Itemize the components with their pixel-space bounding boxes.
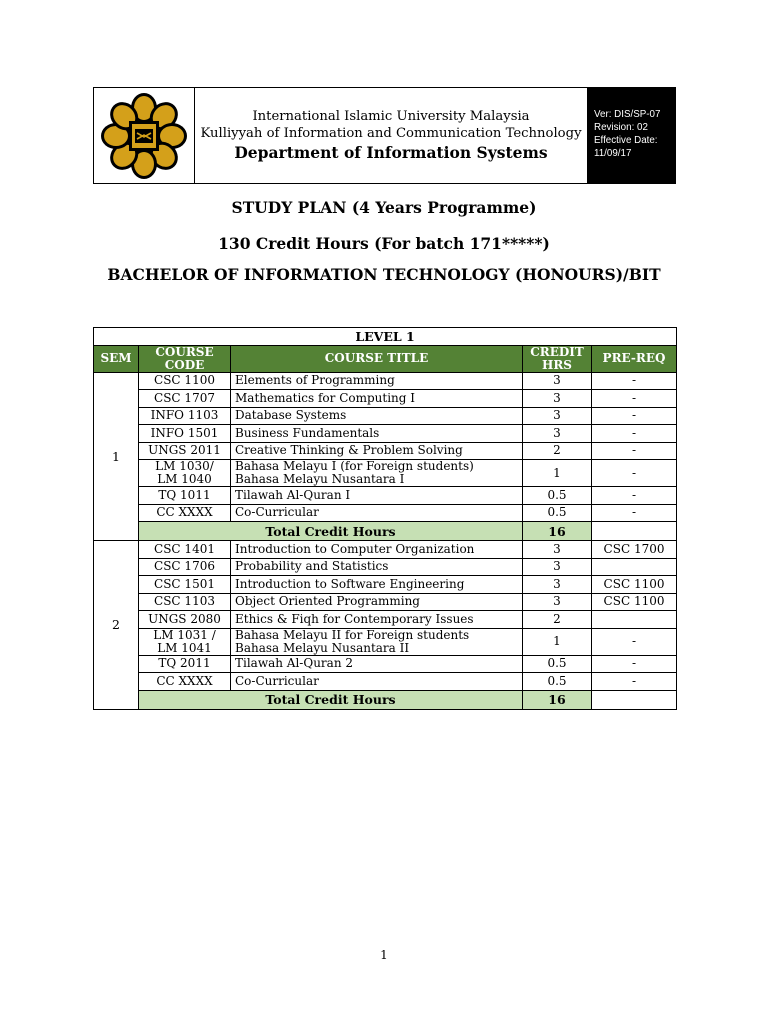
- revision-line: Revision: 02: [594, 122, 648, 133]
- col-credit-hrs: CREDIT HRS: [523, 345, 592, 372]
- course-code: TQ 2011: [139, 655, 231, 673]
- course-title: Business Fundamentals: [231, 425, 523, 443]
- pre-req: -: [592, 673, 677, 691]
- course-code: [139, 628, 231, 655]
- table-row: [94, 558, 677, 576]
- course-code: TQ 1011: [139, 487, 231, 505]
- pre-req: -: [592, 372, 677, 390]
- total-row: [94, 522, 677, 541]
- department-name: Department of Information Systems: [234, 142, 548, 162]
- course-code: CC XXXX: [139, 673, 231, 691]
- credit-hours: 0.5: [523, 673, 592, 691]
- credit-hours: 1: [523, 628, 592, 655]
- col-course-code: COURSE CODE: [139, 345, 231, 372]
- pre-req: -: [592, 460, 677, 487]
- semester-number: 2: [94, 541, 139, 710]
- course-title: Probability and Statistics: [231, 558, 523, 576]
- credit-hours: 3: [523, 593, 592, 611]
- total-value: 16: [523, 522, 592, 541]
- course-title: Creative Thinking & Problem Solving: [231, 442, 523, 460]
- course-title: Co-Curricular: [231, 673, 523, 691]
- course-title: Object Oriented Programming: [231, 593, 523, 611]
- credit-hours: 1: [523, 460, 592, 487]
- total-value: 16: [523, 690, 592, 709]
- course-title-line: Bahasa Melayu Nusantara II: [235, 640, 410, 655]
- table-row: [94, 593, 677, 611]
- version-info: [587, 88, 675, 183]
- table-row: [94, 576, 677, 594]
- table-row: [94, 673, 677, 691]
- version-line: Ver: DIS/SP-07: [594, 109, 661, 120]
- course-title: Database Systems: [231, 407, 523, 425]
- course-code-line: LM 1030/: [155, 459, 214, 473]
- table-row: [94, 487, 677, 505]
- semester-number: 1: [94, 372, 139, 541]
- course-code-line: LM 1031 /: [153, 627, 216, 642]
- total-row: [94, 690, 677, 709]
- table-row: [94, 372, 677, 390]
- pre-req: [592, 558, 677, 576]
- credit-hours: 3: [523, 541, 592, 559]
- credit-hours: 3: [523, 407, 592, 425]
- credit-hours: 3: [523, 558, 592, 576]
- course-title: Introduction to Computer Organization: [231, 541, 523, 559]
- total-empty: [592, 522, 677, 541]
- course-title: Tilawah Al-Quran 2: [231, 655, 523, 673]
- pre-req: CSC 1700: [592, 541, 677, 559]
- pre-req: -: [592, 407, 677, 425]
- table-row: [94, 628, 677, 655]
- course-title: Introduction to Software Engineering: [231, 576, 523, 594]
- course-title: Elements of Programming: [231, 372, 523, 390]
- level-heading: LEVEL 1: [94, 328, 677, 346]
- credit-hours: 0.5: [523, 655, 592, 673]
- pre-req: -: [592, 425, 677, 443]
- study-plan-title: STUDY PLAN (4 Years Programme): [231, 198, 537, 217]
- course-title: Tilawah Al-Quran I: [231, 487, 523, 505]
- credit-hours: 0.5: [523, 504, 592, 522]
- pre-req: CSC 1100: [592, 576, 677, 594]
- total-empty: [592, 690, 677, 709]
- course-code: CSC 1401: [139, 541, 231, 559]
- credit-hours: 3: [523, 390, 592, 408]
- course-code: CSC 1707: [139, 390, 231, 408]
- credit-hours: 3: [523, 372, 592, 390]
- course-code: CSC 1103: [139, 593, 231, 611]
- course-code: CSC 1501: [139, 576, 231, 594]
- total-label: Total Credit Hours: [139, 690, 523, 709]
- course-title-line: Bahasa Melayu I (for Foreign students): [235, 459, 474, 473]
- table-row: [94, 541, 677, 559]
- course-title: [231, 628, 523, 655]
- course-code: CSC 1100: [139, 372, 231, 390]
- course-title: Ethics & Fiqh for Contemporary Issues: [231, 611, 523, 629]
- credit-hours-title: 130 Credit Hours (For batch 171*****): [218, 234, 550, 253]
- table-row: [94, 425, 677, 443]
- course-code: UNGS 2011: [139, 442, 231, 460]
- kulliyyah-name: Kulliyyah of Information and Communication Technology: [200, 125, 582, 141]
- page-number: 1: [380, 948, 388, 962]
- pre-req: -: [592, 390, 677, 408]
- table-row: [94, 655, 677, 673]
- total-label: Total Credit Hours: [139, 522, 523, 541]
- table-row: [94, 390, 677, 408]
- course-code-line: LM 1040: [157, 472, 212, 486]
- pre-req: -: [592, 487, 677, 505]
- pre-req: -: [592, 628, 677, 655]
- credit-hours: 3: [523, 425, 592, 443]
- effective-date-label: Effective Date:: [594, 135, 658, 146]
- col-course-title: COURSE TITLE: [231, 345, 523, 372]
- course-code: UNGS 2080: [139, 611, 231, 629]
- logo-cell: [94, 88, 195, 183]
- table-row: [94, 460, 677, 487]
- credit-hours: 0.5: [523, 487, 592, 505]
- programme-title: BACHELOR OF INFORMATION TECHNOLOGY (HONOURS)/BIT: [107, 265, 661, 284]
- pre-req: -: [592, 442, 677, 460]
- course-code: INFO 1103: [139, 407, 231, 425]
- credit-hours: 3: [523, 576, 592, 594]
- col-pre-req: PRE-REQ: [592, 345, 677, 372]
- course-title: [231, 460, 523, 487]
- table-row: [94, 611, 677, 629]
- pre-req: -: [592, 655, 677, 673]
- table-row: [94, 442, 677, 460]
- course-code: CC XXXX: [139, 504, 231, 522]
- course-title-line: Bahasa Melayu Nusantara I: [235, 472, 405, 486]
- effective-date-value: 11/09/17: [594, 148, 632, 159]
- study-plan-table: [93, 327, 677, 710]
- table-row: [94, 407, 677, 425]
- course-code-line: LM 1041: [157, 640, 212, 655]
- pre-req: CSC 1100: [592, 593, 677, 611]
- course-code: [139, 460, 231, 487]
- course-title: Mathematics for Computing I: [231, 390, 523, 408]
- course-title: Co-Curricular: [231, 504, 523, 522]
- credit-hours: 2: [523, 611, 592, 629]
- table-row: [94, 504, 677, 522]
- credit-hours: 2: [523, 442, 592, 460]
- header-title-cell: [195, 88, 587, 183]
- university-name: International Islamic University Malaysia: [252, 108, 530, 124]
- course-title-line: Bahasa Melayu II for Foreign students: [235, 627, 470, 642]
- pre-req: [592, 611, 677, 629]
- col-sem: SEM: [94, 345, 139, 372]
- course-code: CSC 1706: [139, 558, 231, 576]
- university-logo-icon: [98, 90, 190, 182]
- document-header: [93, 87, 676, 184]
- pre-req: -: [592, 504, 677, 522]
- course-code: INFO 1501: [139, 425, 231, 443]
